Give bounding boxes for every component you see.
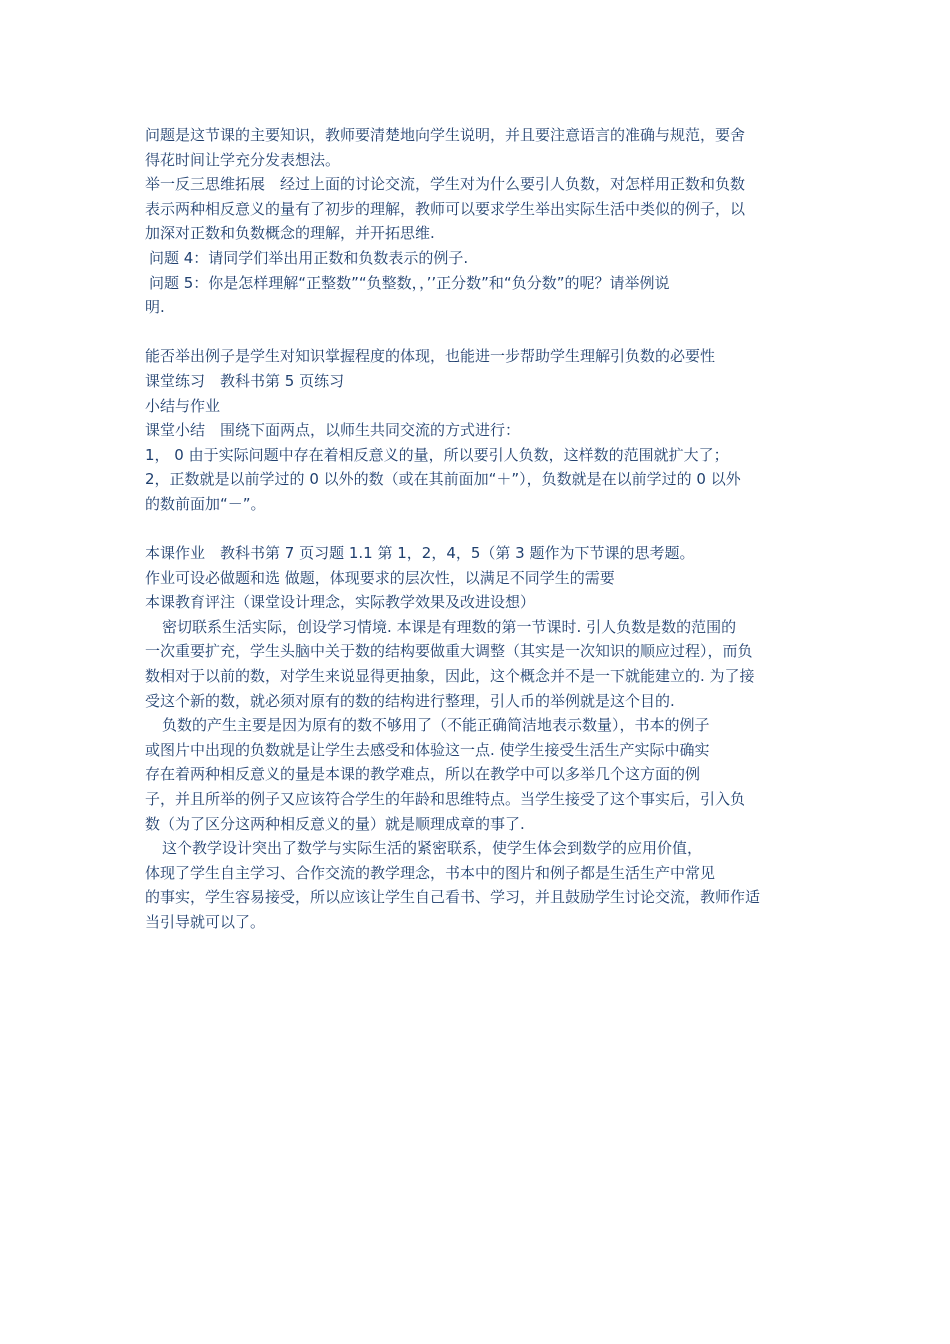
section-heading: 小结与作业 xyxy=(145,396,221,415)
section-heading: 本课教育评注（课堂设计理念，实际教学效果及改进设想） xyxy=(145,593,536,612)
paragraph-line: 一次重要扩充，学生头脑中关于数的结构要做重大调整（其实是一次知识的顺应过程），而负 xyxy=(145,642,753,661)
paragraph-line: 受这个新的数，就必须对原有的数的结构进行整理，引人币的举例就是这个目的. xyxy=(145,691,675,710)
paragraph-line: 数相对于以前的数，对学生来说显得更抽象，因此，这个概念并不是一下就能建立的. 为了接 xyxy=(145,667,755,686)
paragraph-line: 密切联系生活实际，创设学习情境. 本课是有理数的第一节课时. 引人负数是数的范围的 xyxy=(162,617,737,636)
list-item-2: 2，正数就是以前学过的 0 以外的数（或在其前面加“＋”），负数就是在以前学过的 0 以外 xyxy=(145,470,741,489)
paragraph-line: 作业可设必做题和选 做题，体现要求的层次性，以满足不同学生的需要 xyxy=(145,568,615,587)
paragraph-line: 子，并且所举的例子又应该符合学生的年龄和思维特点。当学生接受了这个事实后，引入负 xyxy=(145,790,746,809)
paragraph-line: 负数的产生主要是因为原有的数不够用了（不能正确简洁地表示数量），书本的例子 xyxy=(162,716,710,735)
paragraph-line: 存在着两种相反意义的量是本课的教学难点，所以在教学中可以多举几个这方面的例 xyxy=(145,765,701,784)
section-heading: 本课作业 教科书第 7 页习题 1.1 第 1，2，4，5（第 3 题作为下节课的思考题。 xyxy=(145,544,695,563)
section-heading: 课堂小结 围绕下面两点，以师生共同交流的方式进行： xyxy=(145,421,521,440)
paragraph-line: 当引导就可以了。 xyxy=(145,913,266,931)
paragraph-line: 数（为了区分这两种相反意义的量）就是顺理成章的事了. xyxy=(145,814,525,833)
paragraph-line: 的数前面加“－”。 xyxy=(145,494,266,513)
question-5-line: 问题 5：你是怎样理解“正整数”“负整数，，’’正分数”和“负分数”的呢？请举例说 xyxy=(149,273,670,292)
blank-line xyxy=(145,517,810,542)
paragraph-line: 或图片中出现的负数就是让学生去感受和体验这一点. 使学生接受生活生产实际中确实 xyxy=(145,740,710,759)
document-body xyxy=(145,123,810,935)
paragraph-line: 表示两种相反意义的量有了初步的理解，教师可以要求学生举出实际生活中类似的例子，以 xyxy=(145,199,746,218)
paragraph-line: 得花时间让学充分发表想法。 xyxy=(145,150,341,169)
paragraph-line: 的事实，学生容易接受，所以应该让学生自己看书、学习，并且鼓励学生讨论交流，教师作适 xyxy=(145,888,761,907)
list-item-1: 1， 0 由于实际问题中存在着相反意义的量，所以要引人负数，这样数的范围就扩大了； xyxy=(145,445,729,464)
paragraph-line: 能否举出例子是学生对知识掌握程度的体现，也能进一步帮助学生理解引负数的必要性 xyxy=(145,347,716,366)
paragraph-line: 举一反三思维拓展 经过上面的讨论交流，学生对为什么要引人负数，对怎样用正数和负数 xyxy=(145,175,746,194)
section-heading: 课堂练习 教科书第 5 页练习 xyxy=(145,371,345,390)
question-4-line: 问题 4：请同学们举出用正数和负数表示的例子. xyxy=(149,248,469,267)
blank-line xyxy=(145,320,810,345)
paragraph-line: 明. xyxy=(145,298,165,317)
paragraph-line: 加深对正数和负数概念的理解，并开拓思维. xyxy=(145,224,435,243)
paragraph-line: 体现了学生自主学习、合作交流的教学理念，书本中的图片和例子都是生活生产中常见 xyxy=(145,863,716,882)
paragraph-line: 问题是这节课的主要知识，教师要清楚地向学生说明，并且要注意语言的准确与规范，要舍 xyxy=(145,126,746,144)
paragraph-line: 这个教学设计突出了数学与实际生活的紧密联系，使学生体会到数学的应用价值， xyxy=(162,839,703,858)
